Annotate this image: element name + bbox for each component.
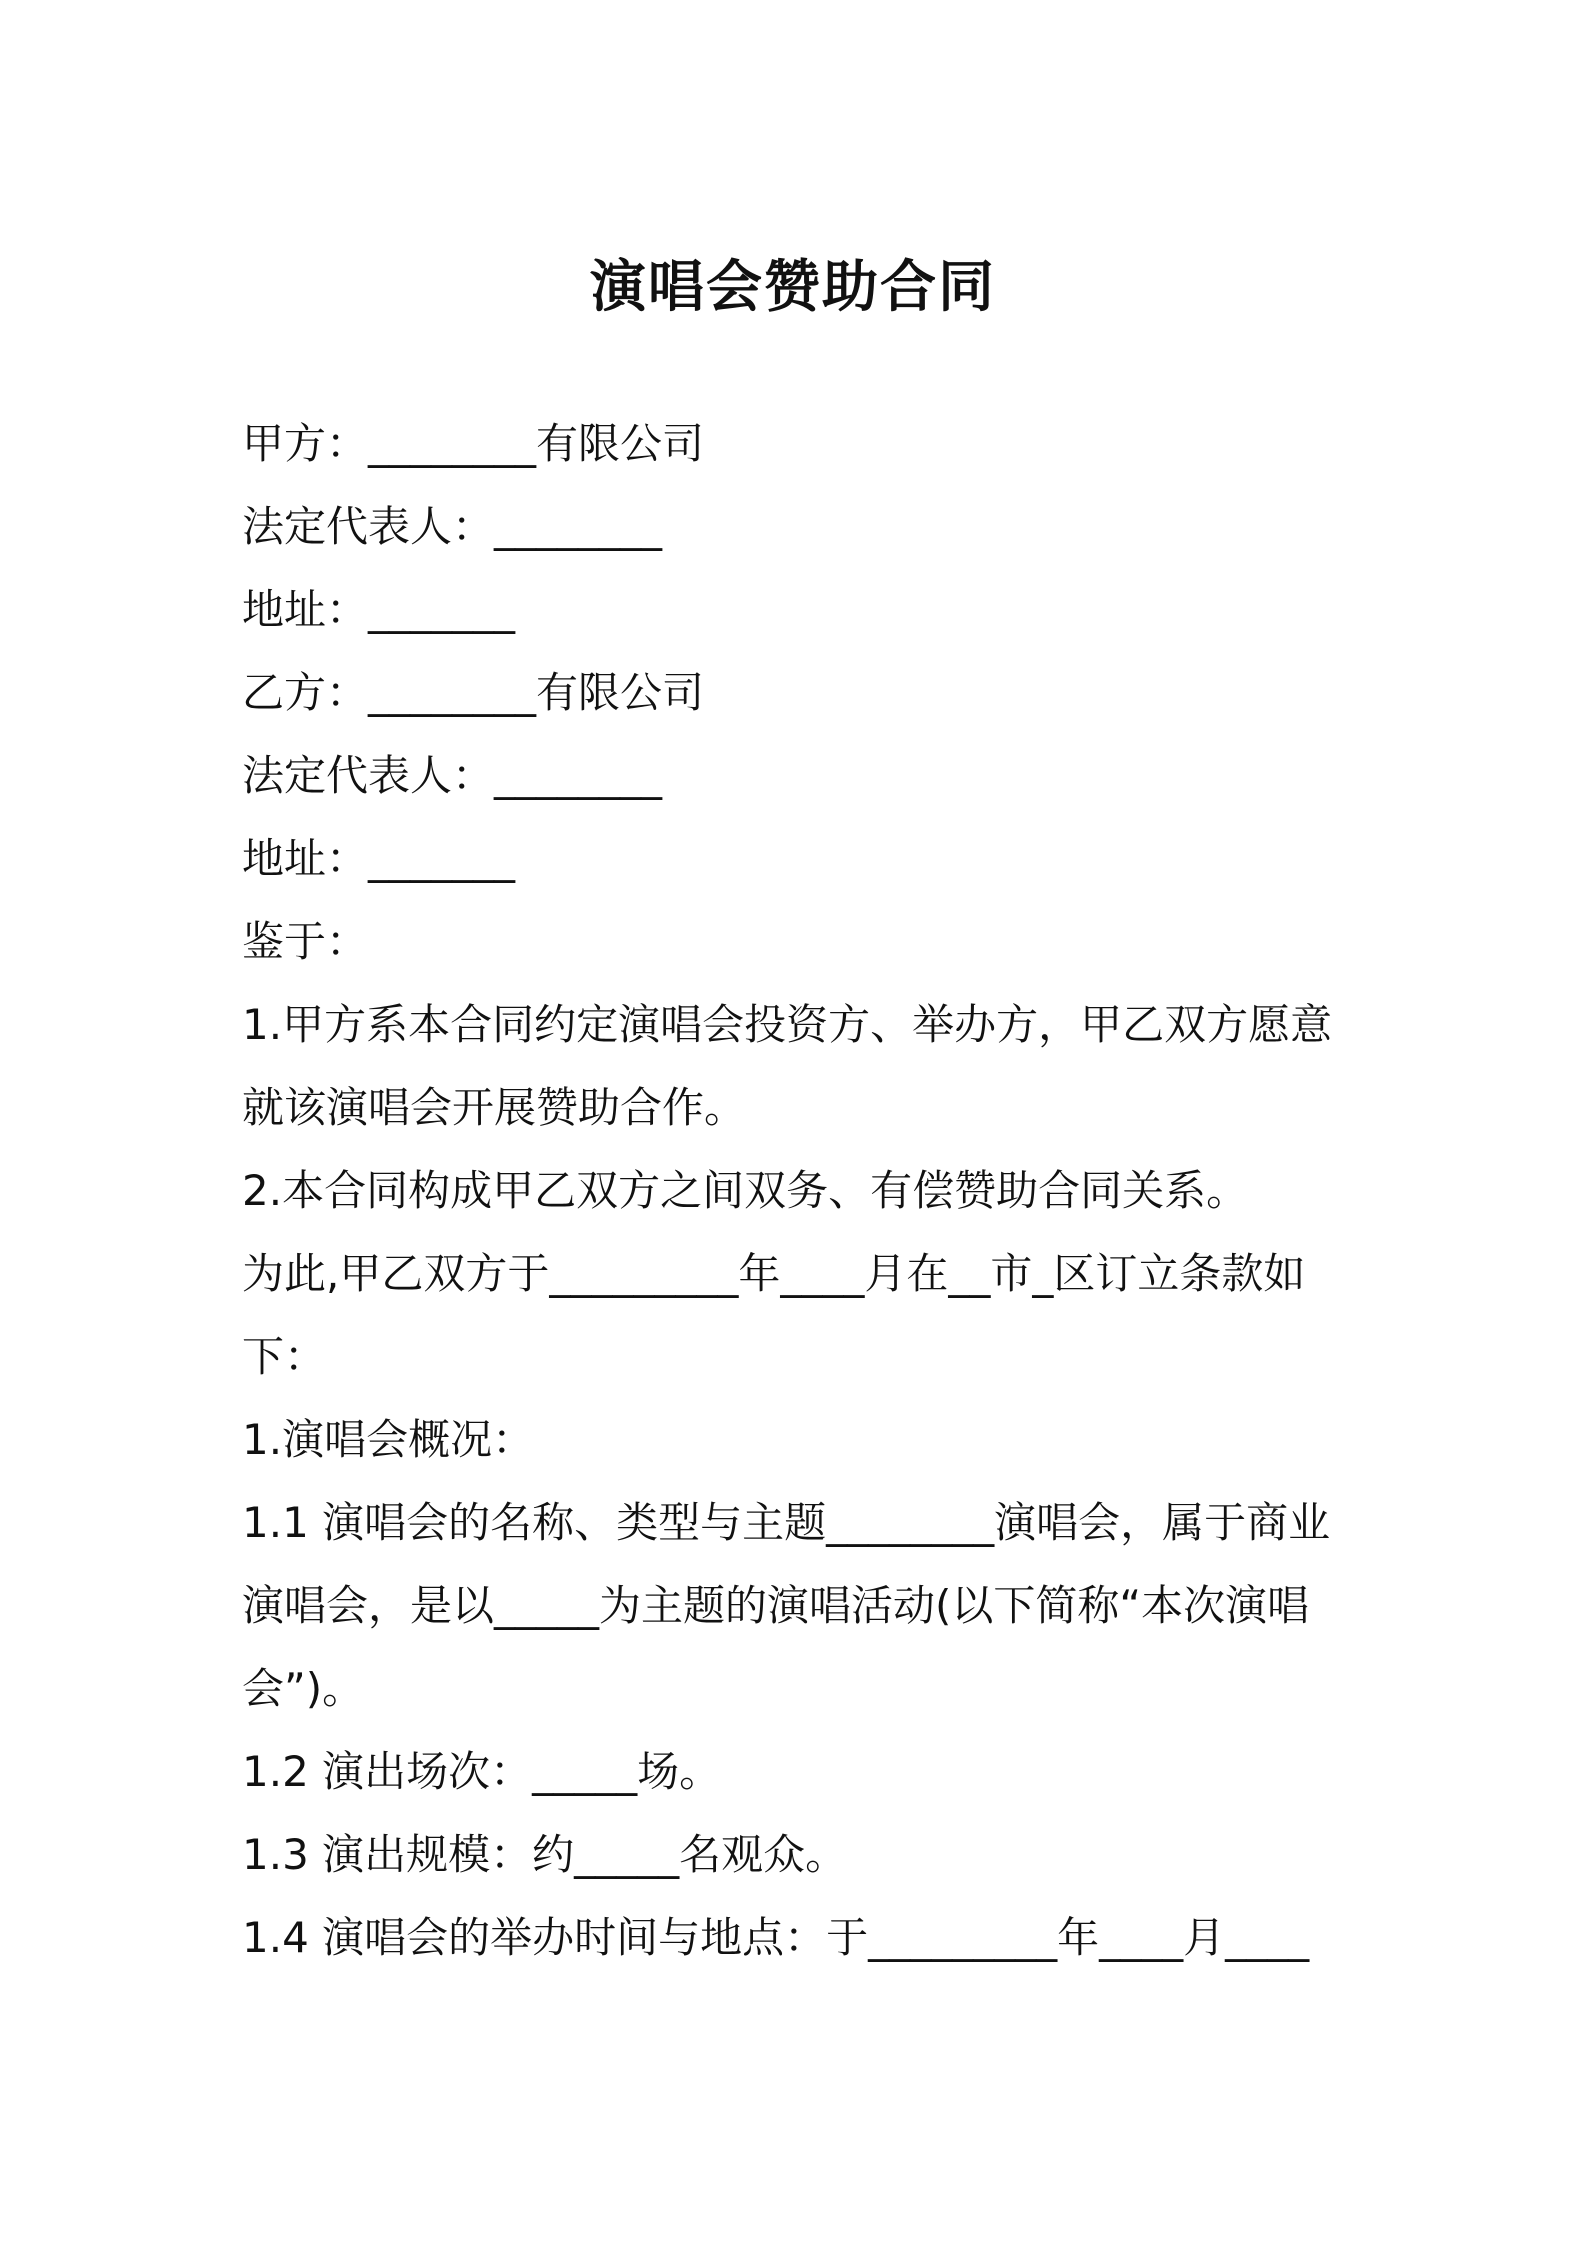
clause-1-1-line-2: 演唱会，是以_____为主题的演唱活动(以下简称“本次演唱 [242, 1581, 1310, 1630]
party-a-address-line: 地址：_______ [242, 585, 516, 634]
clause-1-1-line-3: 会”)。 [242, 1664, 365, 1713]
recital-1-line-1: 1.甲方系本合同约定演唱会投资方、举办方，甲乙双方愿意 [242, 1000, 1333, 1049]
recital-1-line-2: 就该演唱会开展赞助合作。 [242, 1083, 747, 1132]
clause-1-1-line-1: 1.1 演唱会的名称、类型与主题________演唱会，属于商业 [242, 1498, 1331, 1547]
document-body [242, 402, 1362, 1979]
party-b-line: 乙方：________有限公司 [242, 668, 705, 717]
agreement-intro-line-1: 为此,甲乙双方于_________年____月在__市_区订立条款如 [242, 1249, 1306, 1298]
section-1-heading: 1.演唱会概况： [242, 1415, 535, 1464]
party-b-representative-line: 法定代表人：________ [242, 751, 663, 800]
agreement-intro-line-2: 下： [242, 1332, 327, 1381]
clause-1-2-line: 1.2 演出场次：_____场。 [242, 1747, 722, 1796]
recital-2-line: 2.本合同构成甲乙双方之间双务、有偿赞助合同关系。 [242, 1166, 1249, 1215]
whereas-heading: 鉴于： [242, 917, 369, 966]
document-title: 演唱会赞助合同 [590, 255, 996, 320]
party-b-address-line: 地址：_______ [242, 834, 516, 883]
clause-1-4-line: 1.4 演唱会的举办时间与地点：于_________年____月____ [242, 1913, 1310, 1962]
party-a-representative-line: 法定代表人：________ [242, 502, 663, 551]
clause-1-3-line: 1.3 演出规模：约_____名观众。 [242, 1830, 848, 1879]
party-a-line: 甲方：________有限公司 [242, 419, 705, 468]
